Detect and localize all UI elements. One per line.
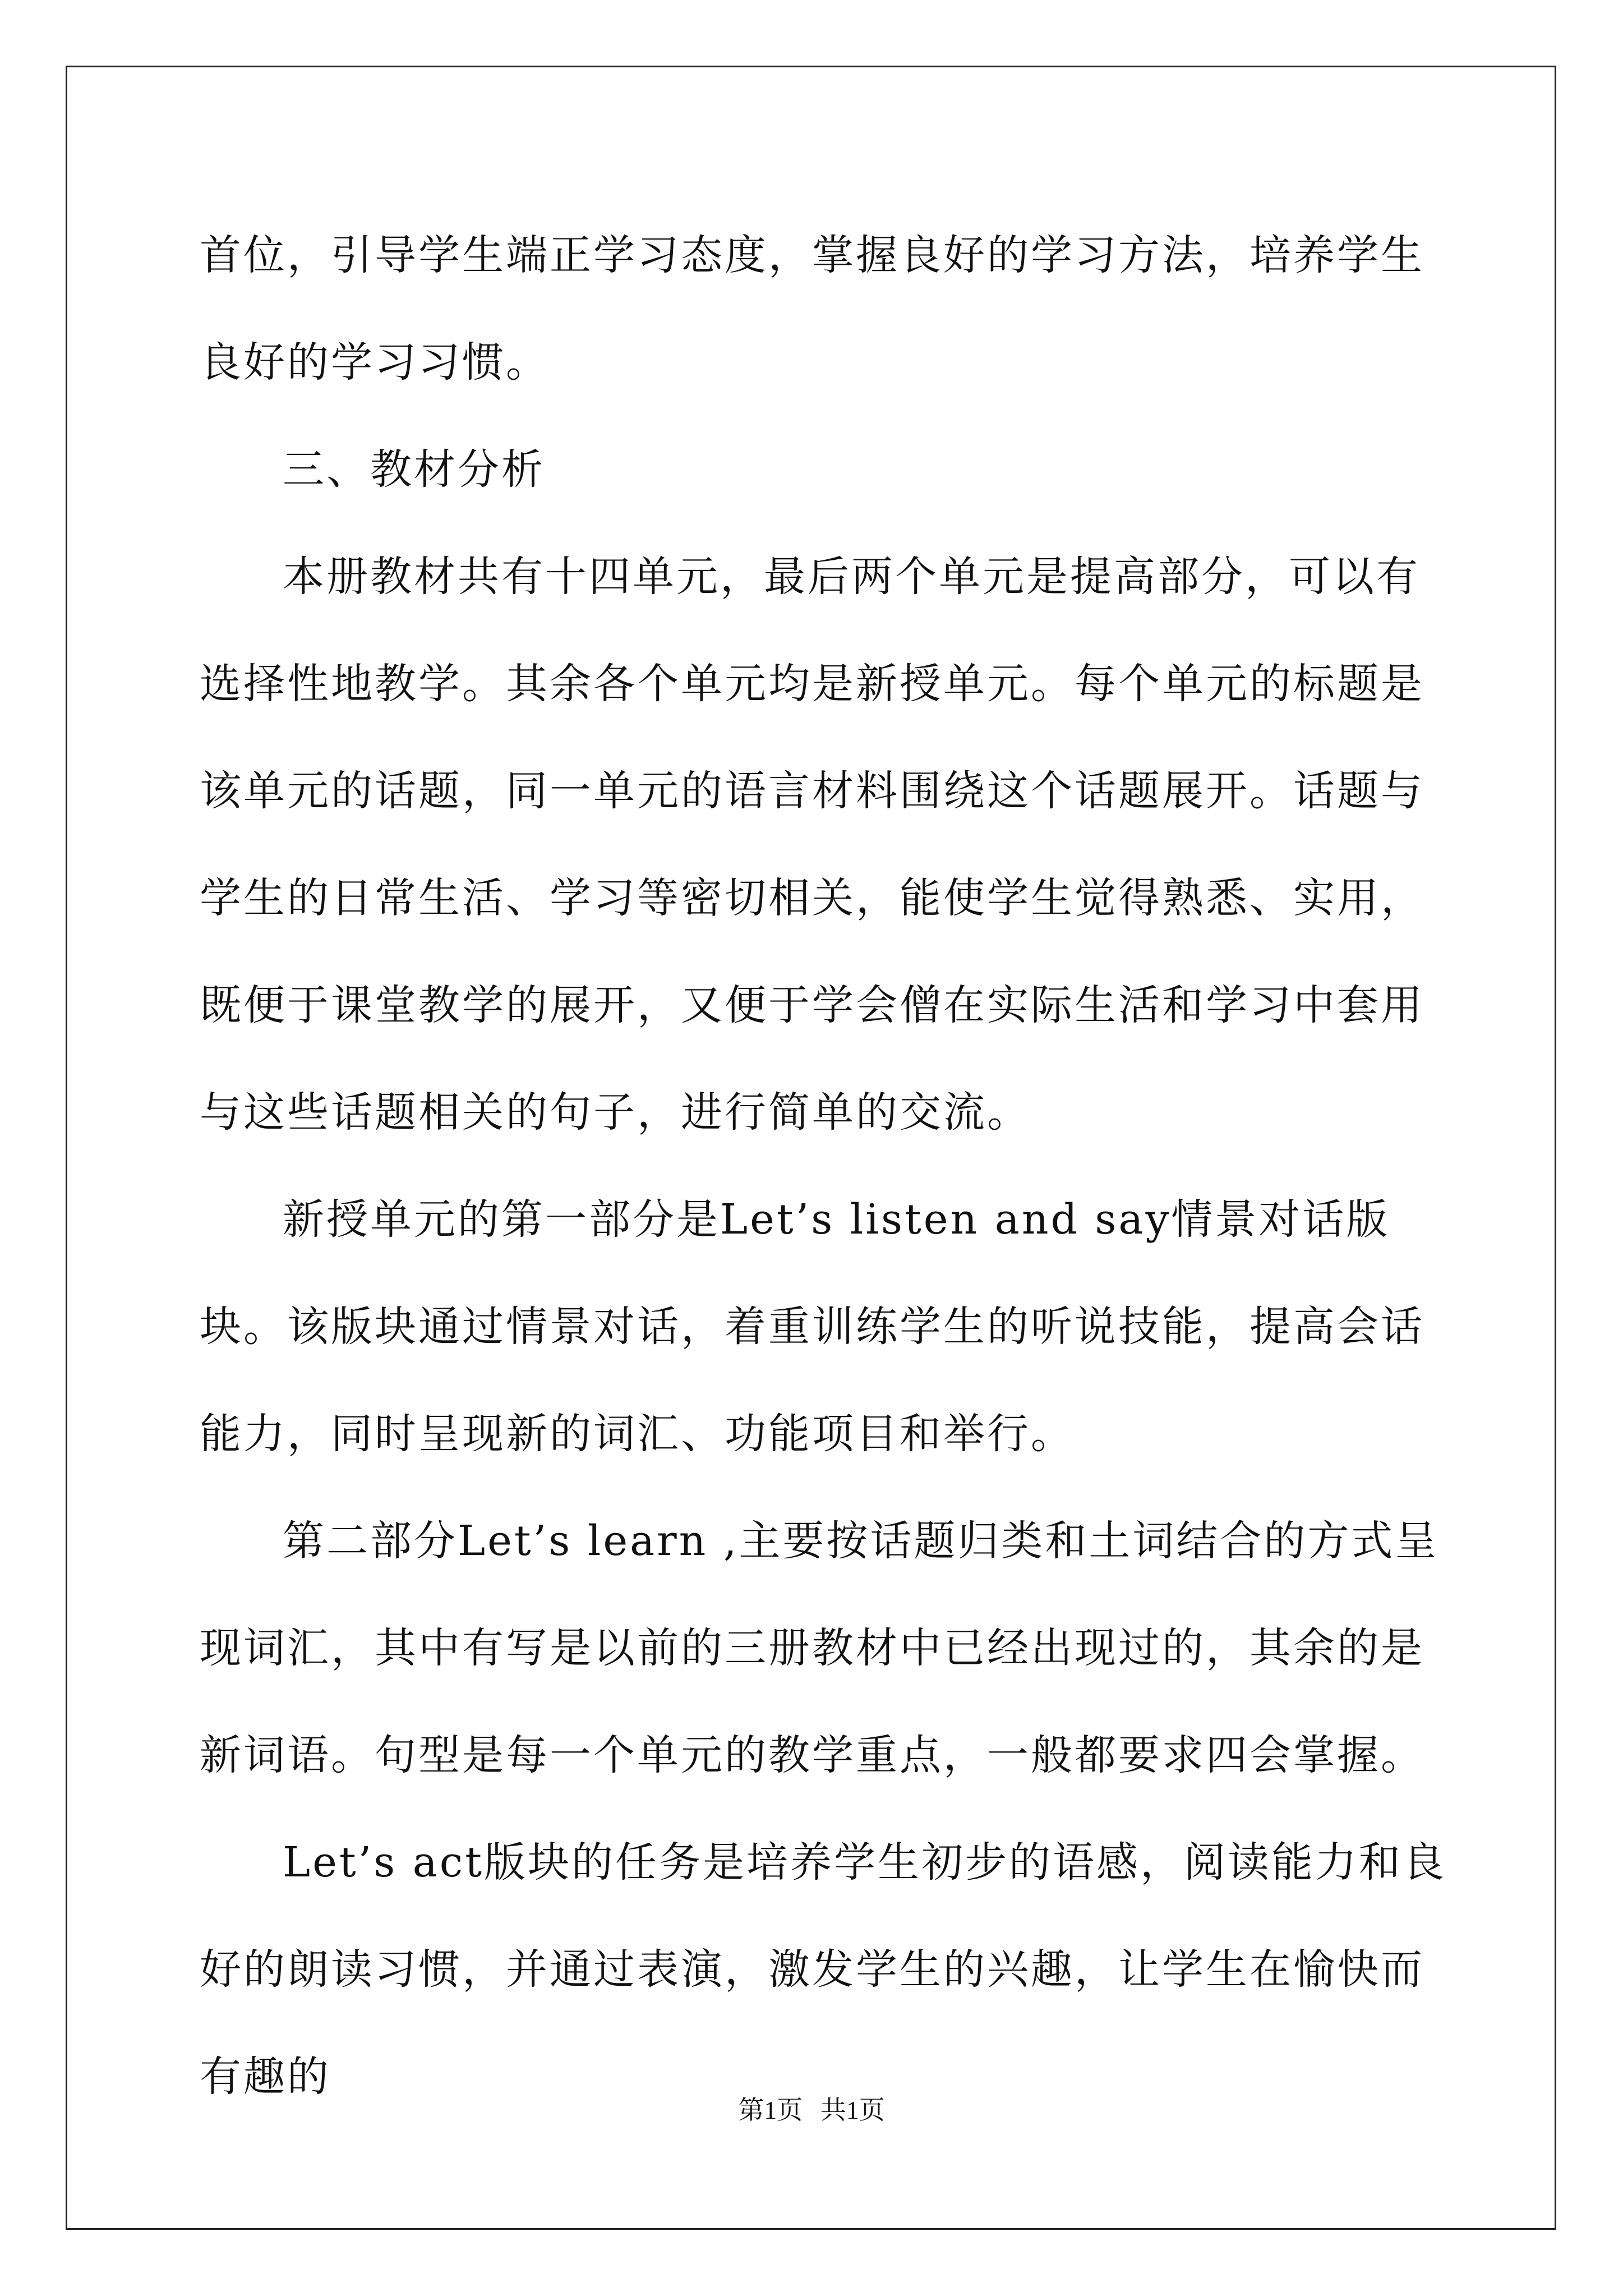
page-footer bbox=[0, 2093, 1623, 2127]
document-body bbox=[200, 202, 1450, 2131]
paragraph-part-two: 第二部分Let’s learn ,主要按话题归类和土词结合的方式呈现词汇，其中有写是以前的三册教材中已经出现过的，其余的是新词语。句型是每一个单元的教学重点，一般都要求四会掌握。 bbox=[200, 1517, 1439, 1779]
paragraph-lets-act: Let’s act版块的任务是培养学生初步的语感，阅读能力和良好的朗读习惯，并通过表演，激发学生的兴趣，让学生在愉快而有趣的 bbox=[200, 1838, 1446, 2101]
total-pages: 共1页 bbox=[820, 2096, 885, 2124]
paragraph-continuation: 首位，引导学生端正学习态度，掌握良好的学习方法，培养学生良好的学习习惯。 bbox=[200, 231, 1424, 386]
paragraph-part-one: 新授单元的第一部分是Let’s listen and say情景对话版块。该版块通过情景对话，着重训练学生的听说技能，提高会话能力，同时呈现新的词汇、功能项目和举行。 bbox=[200, 1195, 1424, 1458]
page-number: 第1页 bbox=[738, 2096, 803, 2124]
section-heading: 三、教材分析 bbox=[283, 445, 545, 494]
paragraph-textbook-overview: 本册教材共有十四单元，最后两个单元是提高部分，可以有选择性地教学。其余各个单元均是新授单元。每个单元的标题是该单元的话题，同一单元的语言材料围绕这个话题展开。话题与学生的日常生活、学习等密切相关，能使学生觉得熟悉、实用，既便于课堂教学的展开，又便于学会僧在实际生活和学习中套用与这些话题相关的句子，进行简单的交流。 bbox=[200, 553, 1424, 1137]
